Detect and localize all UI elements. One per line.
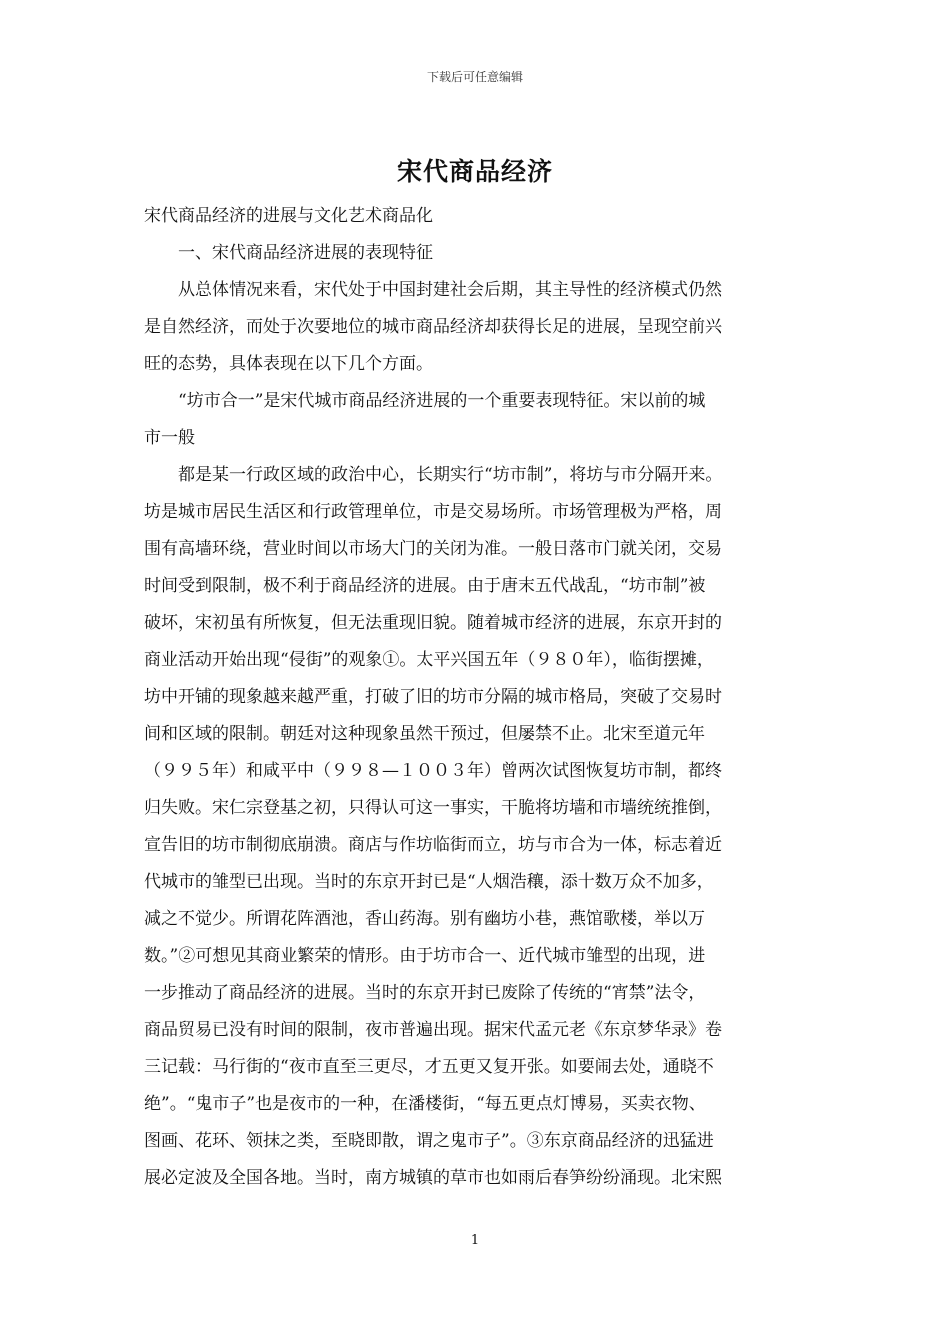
subtitle: 宋代商品经济的进展与文化艺术商品化 (144, 206, 433, 226)
text-line: 旺的态势，具体表现在以下几个方面。 (144, 354, 433, 374)
paragraph-2 (144, 383, 806, 457)
text-line: 商业活动开始出现“侵街”的观象①。太平兴国五年（９８０年），临街摆摊， (144, 650, 714, 670)
text-line: 三记载：马行街的“夜市直至三更尽，才五更又复开张。如要闹去处，通晓不 (144, 1057, 714, 1077)
text-line: 市一般 (144, 428, 195, 448)
text-line: 破坏，宋初虽有所恢复，但无法重现旧貌。随着城市经济的进展，东京开封的 (144, 613, 722, 633)
text-line: 图画、花环、领抹之类，至晓即散，谓之鬼市子”。③东京商品经济的迅猛进 (144, 1131, 714, 1151)
text-line: 从总体情况来看，宋代处于中国封建社会后期，其主导性的经济模式仍然 (178, 280, 722, 300)
text-line: 归失败。宋仁宗登基之初，只得认可这一事实，干脆将坊墙和市墙统统推倒， (144, 798, 722, 818)
text-line: 围有高墙环绕，营业时间以市场大门的关闭为准。一般日落市门就关闭，交易 (144, 539, 722, 559)
text-line: 坊是城市居民生活区和行政管理单位，市是交易场所。市场管理极为严格，周 (144, 502, 722, 522)
text-line: 是自然经济，而处于次要地位的城市商品经济却获得长足的进展，呈现空前兴 (144, 317, 722, 337)
text-line: 数。”②可想见其商业繁荣的情形。由于坊市合一、近代城市雏型的出现，进 (144, 946, 706, 966)
text-line: 都是某一行政区域的政治中心，长期实行“坊市制”，将坊与市分隔开来。 (178, 465, 723, 485)
text-line: 代城市的雏型已出现。当时的东京开封已是“人烟浩穰，添十数万众不加多， (144, 872, 714, 892)
text-line: 时间受到限制，极不利于商品经济的进展。由于唐末五代战乱，“坊市制”被 (144, 576, 706, 596)
document-body (144, 198, 806, 1197)
paragraph-3 (144, 457, 806, 1197)
text-line: 展必定波及全国各地。当时，南方城镇的草市也如雨后春笋纷纷涌现。北宋熙 (144, 1168, 722, 1188)
page-header (0, 68, 950, 85)
text-line: “坊市合一”是宋代城市商品经济进展的一个重要表现特征。宋以前的城 (178, 391, 706, 411)
page-footer (0, 1233, 950, 1248)
text-line: 坊中开铺的现象越来越严重，打破了旧的坊市分隔的城市格局，突破了交易时 (144, 687, 722, 707)
header-text: 下载后可任意编辑 (426, 70, 523, 84)
text-line: 减之不觉少。所谓花阵酒池，香山药海。别有幽坊小巷，燕馆歌楼，举以万 (144, 909, 705, 929)
paragraph-1 (144, 272, 806, 383)
text-line: （９９５年）和咸平中（９９８—１００３年）曾两次试图恢复坊市制，都终 (144, 761, 722, 781)
text-line: 绝”。“鬼市子”也是夜市的一种，在潘楼街，“每五更点灯博易，买卖衣物、 (144, 1094, 706, 1114)
text-line: 间和区域的限制。朝廷对这种现象虽然干预过，但屡禁不止。北宋至道元年 (144, 724, 705, 744)
page-number: 1 (470, 1233, 480, 1248)
text-line: 宣告旧的坊市制彻底崩溃。商店与作坊临街而立，坊与市合为一体，标志着近 (144, 835, 722, 855)
section-heading: 一、宋代商品经济进展的表现特征 (178, 243, 433, 263)
text-line: 商品贸易已没有时间的限制，夜市普遍出现。据宋代孟元老《东京梦华录》卷 (144, 1020, 722, 1040)
document-title: 宋代商品经济 (396, 157, 553, 186)
text-line: 一步推动了商品经济的进展。当时的东京开封已废除了传统的“宵禁”法令， (144, 983, 706, 1003)
